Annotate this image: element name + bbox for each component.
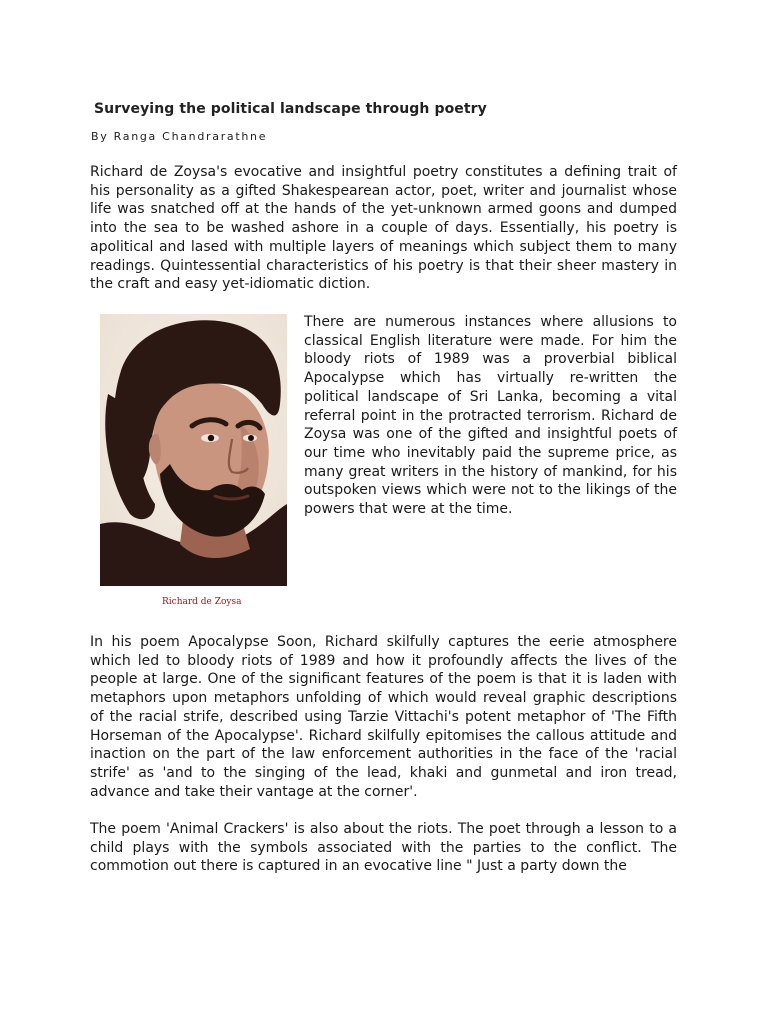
- article-title: Surveying the political landscape through poetry: [94, 101, 487, 117]
- paragraph-allusions: There are numerous instances where allusions to classical English literature were made. For him the bloody riots of 1989 was a proverbial biblical Apocalypse which has virtually re-written the political landscape of Sri Lanka, becoming a vital referral point in the protracted terrorism. Richard de Zoysa was one of the gifted and insightful poets of our time who inevitably paid the supreme price, as many great writers in the history of mankind, for his outspoken views which were not to the likings of the powers that were at the time.: [304, 314, 677, 518]
- photo-caption: Richard de Zoysa: [162, 597, 242, 607]
- author-portrait-photo: [100, 314, 287, 586]
- article-byline: By Ranga Chandrarathne: [91, 130, 268, 143]
- paragraph-intro: Richard de Zoysa's evocative and insightful poetry constitutes a defining trait of his personality as a gifted Shakespearean actor, poet, writer and journalist whose life was snatched off at the hands of the yet-unknown armed goons and dumped into the sea to be washed ashore in a couple of days. Essentially, his poetry is apolitical and lased with multiple layers of meanings which subject them to many readings. Quintessential characteristics of his poetry is that their sheer mastery in the craft and easy yet-idiomatic diction.: [90, 164, 677, 293]
- paragraph-apocalypse-soon: In his poem Apocalypse Soon, Richard skilfully captures the eerie atmosphere which led to bloody riots of 1989 and how it profoundly affects the lives of the people at large. One of the significant features of the poem is that it is laden with metaphors upon metaphors unfolding of which would reveal graphic descriptions of the racial strife, described using Tarzie Vittachi's potent metaphor of 'The Fifth Horseman of the Apocalypse'. Richard skilfully epitomises the callous attitude and inaction on the part of the law enforcement authorities in the face of the 'racial strife' as 'and to the singing of the lead, khaki and gunmetal and iron tread, advance and take their vantage at the corner'.: [90, 634, 677, 800]
- paragraph-animal-crackers: The poem 'Animal Crackers' is also about the riots. The poet through a lesson to a child plays with the symbols associated with the parties to the conflict. The commotion out there is captured in an evocative line " Just a party down the: [90, 821, 677, 875]
